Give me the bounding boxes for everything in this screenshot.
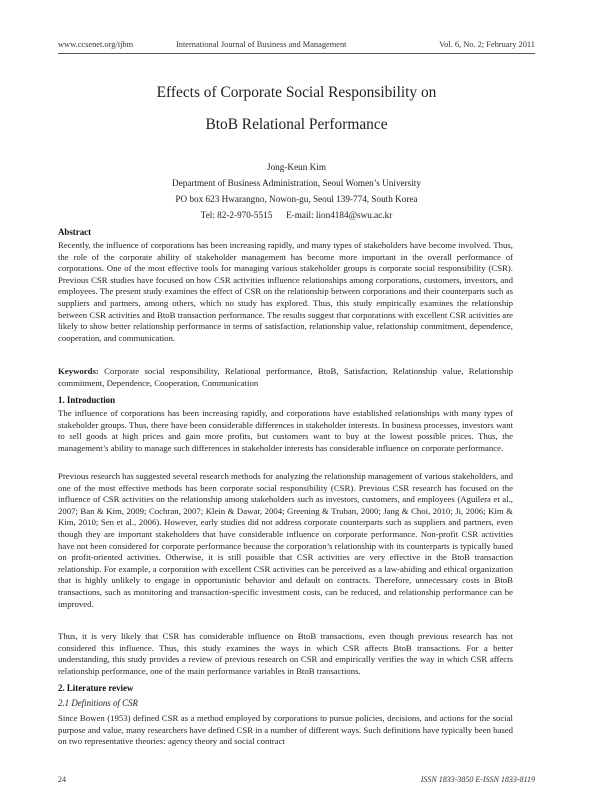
journal-name: International Journal of Business and Management — [176, 40, 347, 49]
page-number: 24 — [58, 775, 66, 784]
abstract-text: Recently, the influence of corporations has been increasing rapidly, and many types of stakeholders have become involved. Thus, the role of the corporate ability of stakeholder management has become more important in the overall performance of corporations. One of the most effective tools for managing various stakeholder groups is corporate social responsibility (CSR). Previous CSR studies have focused on how CSR activities influence relationships among corporations, customers, investors, and employees. The present study examines the effect of CSR on the relationship between corporations and their counterparts such as suppliers and partners, among others, which no study has explored. Thus, this study empirically examines the relationship between CSR activities and BtoB transaction performance. The results suggest that corporations with excellent CSR activities are likely to show better relationship performance in terms of satisfaction, relationship value, relationship commitment, dependence, cooperation, and communication. — [58, 240, 513, 343]
section-1-heading: 1. Introduction — [58, 395, 116, 405]
intro-paragraph-2: Previous research has suggested several research methods for analyzing the relationship management of various stakeholders, and one of the most effective methods has been corporate social responsibility (CSR). Previous CSR research has focused on the influence of CSR activities on the relationship among stakeholders such as investors, customers, and employees (Aguilera et al., 2007; Ban & Kim, 2009; Cochran, 2007; Klein & Dawar, 2004; Greening & Truban, 2000; Jang & Choi, 2010; Ji, 2006; Kim & Kim, 2010; Sen et al., 2006). However, early studies did not address corporate counterparts such as suppliers and partners, even though they are important stakeholders that have considerable influence on corporate performance. Non-profit CSR activities have not been considered for corporate performance because the corporation’s relationship with its counterparts is typically based on profit-oriented activities. Otherwise, it is still possible that CSR activities are very effective in the BtoB transaction relationship. For example, a corporation with excellent CSR activities can be perceived as a law-abiding and ethical organization that is highly unlikely to engage in opportunistic behavior and default on contracts. Therefore, unnecessary costs in BtoB transactions, such as monitoring and transaction-specific investment costs, can be reduced, and relationship performance can be improved. — [58, 471, 513, 609]
running-header — [58, 40, 535, 54]
paper-title-line-2: BtoB Relational Performance — [205, 116, 388, 133]
intro-paragraph-3: Thus, it is very likely that CSR has considerable influence on BtoB transactions, even though previous research has not considered this influence. Thus, this study examines the ways in which CSR affects BtoB transactions. For a better understanding, this study provides a review of previous research on CSR and empirically verifies the way in which CSR affects relationship performance, one of the main performance variables in BtoB transactions. — [58, 631, 513, 676]
author-name: Jong-Keun Kim — [267, 162, 326, 172]
subsection-2-1-heading: 2.1 Definitions of CSR — [58, 698, 138, 708]
journal-url[interactable]: www.ccsenet.org/ijbm — [58, 40, 134, 49]
issn: ISSN 1833-3850 E-ISSN 1833-8119 — [420, 775, 535, 784]
literature-paragraph-1: Since Bowen (1953) defined CSR as a method employed by corporations to pursue policies, decisions, and actions for the social purpose and value, many researchers have defined CSR in a number of different ways. Such definitions have typically been based on two representative theories: agency theory and social contract — [58, 713, 513, 747]
keywords-text: Corporate social responsibility, Relational performance, BtoB, Satisfaction, Relationship value, Relationship commitment, Dependence, Cooperation, Communication — [58, 366, 513, 388]
abstract-heading: Abstract — [58, 227, 92, 237]
author-contact: Tel: 82-2-970-5515 E-mail: lion4184@swu.ac.kr — [200, 210, 393, 220]
keywords — [58, 366, 513, 389]
section-2-heading: 2. Literature review — [58, 683, 134, 693]
paper-title-line-1: Effects of Corporate Social Responsibility on — [156, 84, 437, 101]
volume-info: Vol. 6, No. 2; February 2011 — [439, 40, 535, 49]
keywords-label: Keywords: — [58, 366, 99, 376]
author-department: Department of Business Administration, Seoul Women’s University — [172, 178, 421, 188]
intro-paragraph-1: The influence of corporations has been increasing rapidly, and corporations have established relationships with many types of stakeholder groups. Thus, there have been considerable differences in stakeholder interests. In business processes, investors want to sell goods at high prices and gain more profits, but customers want to buy at the lowest possible prices. Thus, the management’s ability to manage such differences in stakeholder interests has considerable influence on corporate performance. — [58, 408, 513, 453]
header-rule — [58, 53, 535, 54]
author-address: PO box 623 Hwarangno, Nowon-gu, Seoul 139-774, South Korea — [175, 194, 418, 204]
